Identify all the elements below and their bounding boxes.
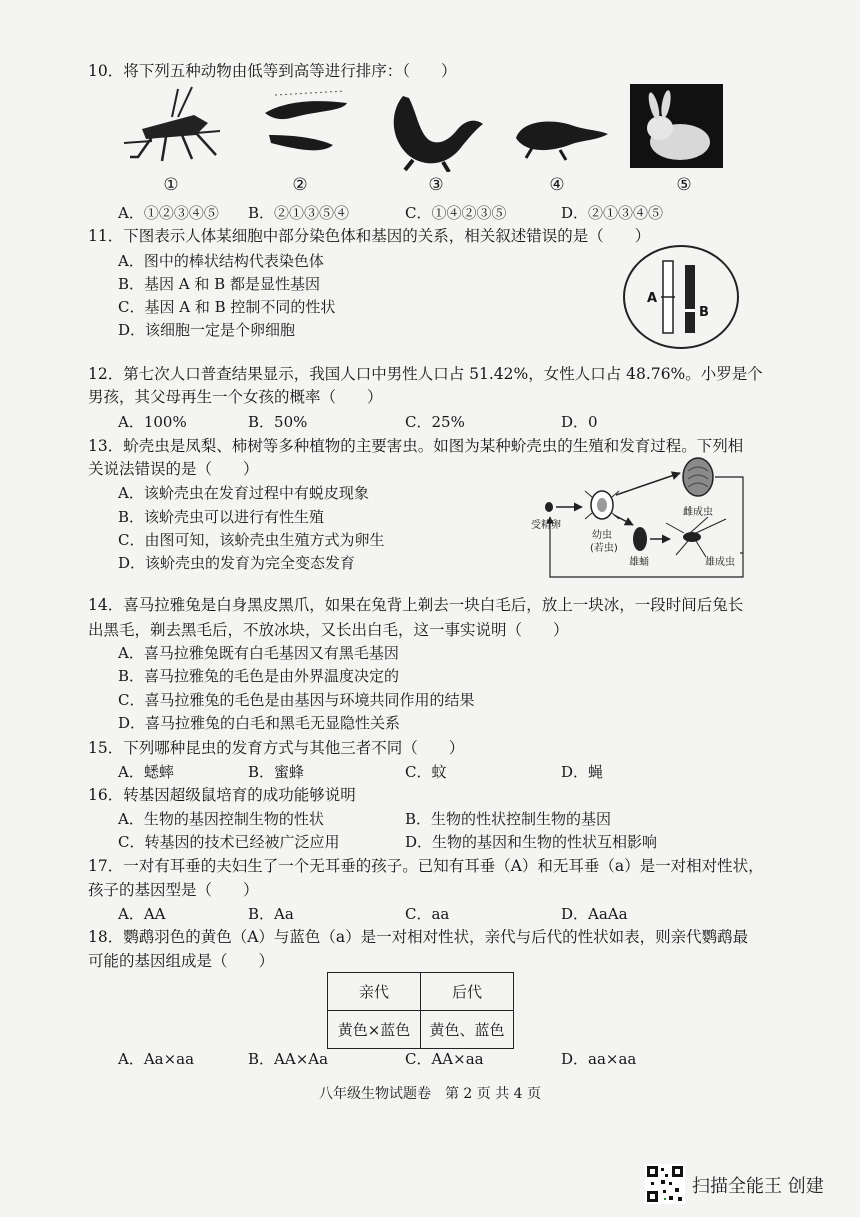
table-row	[328, 1011, 514, 1049]
q18-option-d: D．aa×aa	[561, 1050, 637, 1068]
table-header-offspring: 后代	[421, 973, 514, 1011]
egg-label: 受精卵	[531, 520, 561, 531]
q15-option-d: D．蝇	[561, 763, 604, 781]
q11-option-b: B．基因 A 和 B 都是显性基因	[118, 275, 320, 293]
q14-option-a: A．喜马拉雅兔既有白毛基因又有黑毛基因	[118, 644, 399, 662]
q10-option-b: B．②①③⑤④	[248, 204, 350, 222]
pupa-label: 雄蛹	[629, 557, 649, 568]
q12-stem-line2: 男孩，其父母再生一个女孩的概率（ ）	[88, 388, 383, 406]
q14-option-b: B．喜马拉雅兔的毛色是由外界温度决定的	[118, 667, 400, 685]
q17-option-b: B．Aa	[248, 905, 294, 923]
q13-option-b: B．该蚧壳虫可以进行有性生殖	[118, 508, 325, 526]
male-label: 雄成虫	[705, 557, 735, 568]
q10-label-1: ①	[163, 175, 179, 195]
page-footer: 八年级生物试题卷 第 2 页 共 4 页	[318, 1086, 542, 1102]
q10-label-3: ③	[428, 175, 444, 195]
q15-option-b: B．蜜蜂	[248, 763, 305, 781]
q13-stem-line1: 13．蚧壳虫是凤梨、柿树等多种植物的主要害虫。如图为某种蚧壳虫的生殖和发育过程。下列相	[88, 437, 744, 455]
scanner-watermark: 扫描全能王 创建	[692, 1176, 824, 1197]
q13-stem-line2: 关说法错误的是（ ）	[88, 460, 259, 478]
q11-option-a: A．图中的棒状结构代表染色体	[118, 252, 324, 270]
q17-option-c: C．aa	[405, 905, 450, 923]
q18-option-c: C．AA×aa	[405, 1050, 484, 1068]
q17-option-a: A．AA	[118, 905, 166, 923]
q18-stem-line1: 18．鹦鹉羽色的黄色（A）与蓝色（a）是一对相对性状，亲代与后代的性状如表，则亲代鹦鹉最	[88, 928, 749, 946]
q11-stem: 11．下图表示人体某细胞中部分染色体和基因的关系，相关叙述错误的是（ ）	[88, 227, 651, 245]
q13-option-d: D．该蚧壳虫的发育为完全变态发育	[118, 554, 356, 572]
q10-option-d: D．②①③④⑤	[561, 204, 664, 222]
lizard-image	[512, 110, 612, 162]
q18-stem-line2: 可能的基因组成是（ ）	[88, 952, 275, 970]
q18-option-a: A．Aa×aa	[118, 1050, 195, 1068]
q14-option-c: C．喜马拉雅兔的毛色是由基因与环境共同作用的结果	[118, 691, 475, 709]
parent-offspring-table	[327, 972, 514, 1049]
q16-option-b: B．生物的性状控制生物的基因	[405, 810, 612, 828]
table-cell-parent: 黄色×蓝色	[328, 1011, 421, 1049]
q12-option-d: D．0	[561, 413, 598, 431]
salamander-image	[383, 90, 491, 172]
q17-stem-line1: 17．一对有耳垂的夫妇生了一个无耳垂的孩子。已知有耳垂（A）和无耳垂（a）是一对相对性状，	[88, 857, 764, 875]
q12-stem-line1: 12．第七次人口普查结果显示，我国人口中男性人口占 51.42%，女性人口占 48.76%。小罗是个	[88, 365, 763, 383]
earthworm-image	[255, 85, 355, 165]
q14-option-d: D．喜马拉雅兔的白毛和黑毛无显隐性关系	[118, 714, 401, 732]
female-label: 雌成虫	[683, 507, 713, 518]
q15-stem: 15．下列哪种昆虫的发育方式与其他三者不同（ ）	[88, 739, 465, 757]
nymph-label: 幼虫	[592, 530, 612, 541]
q10-label-2: ②	[292, 175, 308, 195]
q15-option-c: C．蚊	[405, 763, 447, 781]
q12-option-a: A．100%	[118, 413, 187, 431]
q10-label-5: ⑤	[676, 175, 692, 195]
q13-option-a: A．该蚧壳虫在发育过程中有蜕皮现象	[118, 484, 369, 502]
q10-label-4: ④	[549, 175, 565, 195]
table-cell-offspring: 黄色、蓝色	[421, 1011, 514, 1049]
grasshopper-image	[112, 85, 224, 165]
q13-option-c: C．由图可知，该蚧壳虫生殖方式为卵生	[118, 531, 385, 549]
q11-option-d: D．该细胞一定是个卵细胞	[118, 321, 296, 339]
q10-option-c: C．①④②③⑤	[405, 204, 507, 222]
q11-option-c: C．基因 A 和 B 控制不同的性状	[118, 298, 336, 316]
q12-option-c: C．25%	[405, 413, 465, 431]
q17-stem-line2: 孩子的基因型是（ ）	[88, 881, 259, 899]
q16-option-c: C．转基因的技术已经被广泛应用	[118, 833, 340, 851]
nymph-sub-label: (若虫)	[590, 543, 618, 554]
qr-code-icon	[645, 1164, 685, 1204]
q16-option-d: D．生物的基因和生物的性状互相影响	[405, 833, 658, 851]
q14-stem-line2: 出黑毛，剃去黑毛后，不放冰块，又长出白毛，这一事实说明（ ）	[88, 621, 569, 639]
q15-option-a: A．蟋蟀	[118, 763, 174, 781]
gene-b-label: B	[699, 305, 709, 320]
table-header-row	[328, 973, 514, 1011]
q14-stem-line1: 14．喜马拉雅兔是白身黑皮黑爪，如果在兔背上剃去一块白毛后，放上一块冰，一段时间后兔长	[88, 596, 744, 614]
q16-option-a: A．生物的基因控制生物的性状	[118, 810, 324, 828]
q17-option-d: D．AaAa	[561, 905, 628, 923]
gene-a-label: A	[647, 291, 658, 306]
table-header-parent: 亲代	[328, 973, 421, 1011]
q12-option-b: B．50%	[248, 413, 308, 431]
q16-stem: 16．转基因超级鼠培育的成功能够说明	[88, 786, 356, 804]
rabbit-image	[630, 84, 723, 168]
q10-stem: 10．将下列五种动物由低等到高等进行排序：（ ）	[88, 62, 457, 80]
chromosome-cell-diagram	[621, 243, 741, 351]
q10-option-a: A．①②③④⑤	[118, 204, 219, 222]
q18-option-b: B．AA×Aa	[248, 1050, 329, 1068]
